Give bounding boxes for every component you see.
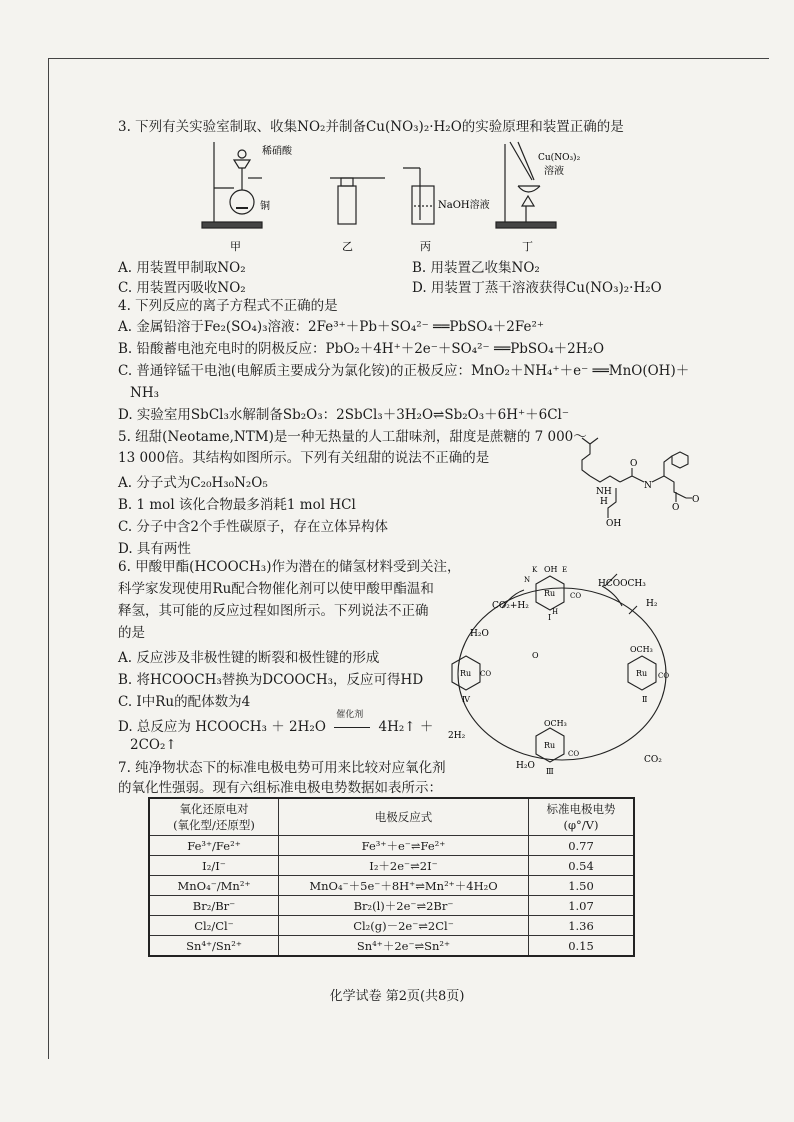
ru-catalytic-cycle	[432, 556, 694, 776]
q3-option-a: A. 用装置甲制取NO₂	[118, 260, 246, 276]
q6-option-d-cont: 2CO₂↑	[130, 737, 177, 753]
label-rongye: 溶液	[544, 166, 564, 177]
apparatus-bing: 丙	[420, 240, 431, 253]
cycle-ru-1: Ru	[544, 589, 556, 598]
q3-option-d: D. 用装置丁蒸干溶液获得Cu(NO₃)₂·H₂O	[412, 280, 662, 296]
cycle-label-ii: Ⅱ	[642, 695, 648, 704]
cycle-h2o-bottom: H₂O	[516, 761, 535, 771]
cycle-ru-3: Ru	[544, 741, 556, 750]
cycle-och3-2: OCH₃	[630, 645, 653, 654]
table-row: Sn⁴⁺/Sn²⁺ Sn⁴⁺＋2e⁻⇌Sn²⁺ 0.15	[149, 936, 634, 957]
q3-option-c: C. 用装置丙吸收NO₂	[118, 280, 246, 296]
struct-h: H	[600, 497, 608, 507]
q5-option-c: C. 分子中含2个手性碳原子，存在立体异构体	[118, 519, 389, 535]
q4-stem: 4. 下列反应的离子方程式不正确的是	[118, 298, 338, 314]
cycle-h2o-left: H₂O	[470, 629, 489, 639]
cycle-2h2: 2H₂	[448, 731, 466, 741]
q5-stem-2: 13 000倍。其结构如图所示。下列有关纽甜的说法不正确的是	[118, 450, 490, 466]
q6-stem-1: 6. 甲酸甲酯(HCOOCH₃)作为潜在的储氢材料受到关注，	[118, 559, 461, 575]
q6-d-rhs: 4H₂↑ ＋	[378, 719, 434, 735]
q4-option-a: A. 金属铅溶于Fe₂(SO₄)₃溶液：2Fe³⁺＋Pb＋SO₄²⁻ ══PbSO₄＋2Fe²⁺	[118, 319, 545, 335]
cycle-n-1: N	[524, 576, 531, 584]
cycle-co-2: CO	[658, 672, 670, 680]
label-tong: 铜	[260, 201, 270, 212]
apparatus-jia: 甲	[230, 240, 241, 253]
cycle-h2: H₂	[646, 599, 658, 609]
page-footer: 化学试卷 第2页(共8页)	[329, 989, 465, 1004]
cycle-co-1: CO	[570, 592, 582, 600]
q6-stem-3: 释氢，其可能的反应过程如图所示。下列说法不正确	[118, 603, 429, 619]
neotame-structure	[560, 432, 710, 528]
q3-apparatus-figure	[200, 138, 680, 256]
q6-d-catalyst: 催化剂	[336, 710, 364, 720]
q6-option-d	[118, 710, 434, 735]
cycle-oh: OH	[544, 565, 558, 574]
struct-n: N	[644, 481, 652, 491]
q5-option-b: B. 1 mol 该化合物最多消耗1 mol HCl	[118, 497, 356, 513]
struct-oh: OH	[606, 519, 622, 528]
q4-option-c: C. 普通锌锰干电池(电解质主要成分为氯化铵)的正极反应：MnO₂＋NH₄⁺＋e⁻ ══MnO(OH)＋	[118, 363, 690, 379]
table-row: Br₂/Br⁻ Br₂(l)＋2e⁻⇌2Br⁻ 1.07	[149, 896, 634, 916]
q4-option-d: D. 实验室用SbCl₃水解制备Sb₂O₃：2SbCl₃＋3H₂O⇌Sb₂O₃＋6H⁺＋6Cl⁻	[118, 407, 569, 423]
cycle-h-1: H	[552, 608, 559, 616]
q6-d-lhs: D. 总反应为 HCOOCH₃ ＋ 2H₂O	[118, 719, 326, 735]
q5-stem-1: 5. 纽甜(Neotame,NTM)是一种无热量的人工甜味剂，甜度是蔗糖的 7 000～	[118, 429, 587, 445]
q6-stem-4: 的是	[118, 625, 145, 641]
label-xiaosuan: 稀硝酸	[262, 146, 292, 157]
header-pair: 氧化还原电对 (氧化型/还原型)	[149, 798, 279, 836]
cycle-co-3: CO	[568, 750, 580, 758]
cycle-e-1: E	[562, 566, 568, 574]
table-row: MnO₄⁻/Mn²⁺ MnO₄⁻＋5e⁻＋8H⁺⇌Mn²⁺＋4H₂O 1.50	[149, 876, 634, 896]
table-header-row	[149, 798, 634, 836]
cycle-co2: CO₂	[644, 755, 662, 765]
q6-option-b: B. 将HCOOCH₃替换为DCOOCH₃，反应可得HD	[118, 672, 424, 688]
label-naoh: NaOH溶液	[438, 200, 490, 211]
q7-stem-2: 的氧化性强弱。现有六组标准电极电势数据如表所示：	[118, 780, 442, 796]
header-potential: 标准电极电势 (φ°/V)	[529, 798, 635, 836]
apparatus-yi: 乙	[342, 240, 353, 253]
cycle-o-4: O	[532, 651, 539, 660]
table-row: Cl₂/Cl⁻ Cl₂(g)－2e⁻⇌2Cl⁻ 1.36	[149, 916, 634, 936]
q7-stem-1: 7. 纯净物状态下的标准电极电势可用来比较对应氧化剂	[118, 760, 446, 776]
q4-option-c-cont: NH₃	[130, 385, 159, 401]
header-equation: 电极反应式	[279, 798, 529, 836]
electrode-potential-table	[148, 797, 635, 957]
cycle-label-iii: Ⅲ	[546, 767, 554, 776]
q6-d-arrow	[334, 710, 370, 735]
cycle-co2h2: CO₂+H₂	[492, 601, 529, 611]
q4-option-b: B. 铅酸蓄电池充电时的阴极反应：PbO₂＋4H⁺＋2e⁻＋SO₄²⁻ ══PbSO₄＋2H₂O	[118, 341, 605, 357]
cycle-label-i: Ⅰ	[548, 613, 552, 622]
table-row: Fe³⁺/Fe²⁺ Fe³⁺＋e⁻⇌Fe²⁺ 0.77	[149, 836, 634, 856]
struct-nh: NH	[596, 487, 612, 497]
q6-stem-2: 科学家发现使用Ru配合物催化剂可以使甲酸甲酯温和	[118, 581, 434, 597]
cycle-co-4: CO	[480, 670, 492, 678]
q6-option-c: C. Ⅰ中Ru的配体数为4	[118, 694, 251, 710]
q3-stem: 3. 下列有关实验室制取、收集NO₂并制备Cu(NO₃)₂·H₂O的实验原理和装置正确的是	[118, 119, 624, 135]
struct-o1: O	[630, 459, 638, 469]
cycle-ru-4: Ru	[460, 669, 472, 678]
q5-option-d: D. 具有两性	[118, 541, 191, 557]
cycle-ru-2: Ru	[636, 669, 648, 678]
struct-o2: O	[672, 503, 680, 513]
q5-option-a: A. 分子式为C₂₀H₃₀N₂O₅	[118, 475, 268, 491]
cycle-k-1: K	[532, 566, 538, 574]
cycle-hcooch3: HCOOCH₃	[598, 579, 646, 589]
apparatus-ding: 丁	[522, 240, 533, 253]
cycle-och3-3: OCH₃	[544, 719, 567, 728]
struct-o3: O	[692, 495, 700, 505]
q3-option-b: B. 用装置乙收集NO₂	[412, 260, 540, 276]
label-cuno: Cu(NO₃)₂	[538, 153, 581, 163]
q6-option-a: A. 反应涉及非极性键的断裂和极性键的形成	[118, 650, 380, 666]
cycle-label-iv: Ⅳ	[462, 695, 470, 704]
table-row: I₂/I⁻ I₂＋2e⁻⇌2I⁻ 0.54	[149, 856, 634, 876]
